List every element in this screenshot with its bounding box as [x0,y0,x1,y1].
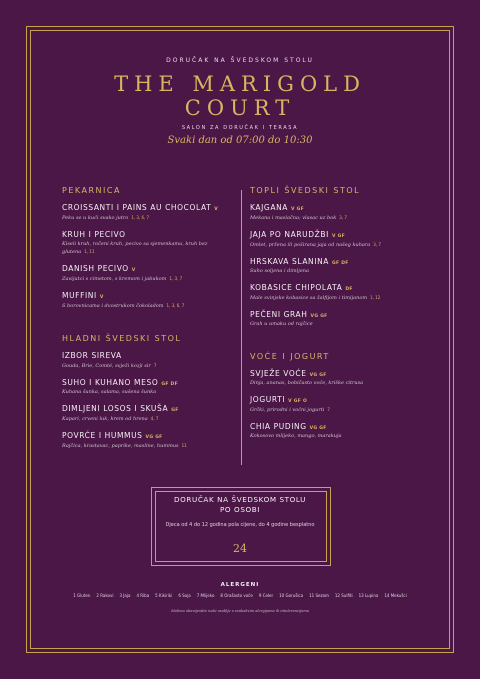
left-column [62,186,234,458]
section-title: TOPLI ŠVEDSKI STOL [250,186,361,195]
menu-item [62,431,234,450]
menu-item-description: Grah u umaku od rajčice [250,321,313,327]
menu-item [62,351,234,370]
allergen-entry: 5 Kikiriki [155,593,173,598]
menu-item [250,422,426,440]
menu-item-description-row [250,214,426,222]
allergen-codes: 7 [327,407,330,412]
allergen-codes: 3, 7 [339,215,347,220]
menu-item-description: Rajčica, krastavac, paprike, masline, hummus [62,443,179,449]
menu-item [250,310,426,328]
menu-title-line-1: THE MARIGOLD [114,72,366,96]
menu-item-description-row [62,415,234,423]
menu-item-name-row [62,203,234,212]
menu-item-description-row [62,362,234,370]
menu-item-description: Kiseli kruh, ročeni kruh, pecivo sa sjemenkama, kruh bez glutena [62,241,208,255]
menu-item-name-row [62,351,234,360]
menu-item [250,257,426,275]
menu-item [62,378,234,396]
menu-item-description: Grčki, prirodni i voćni jogurti [250,407,325,413]
dietary-tag: V GF [291,207,305,212]
price-value: 24 [233,542,247,555]
menu-item-description: Suho soljena i dimljena [250,268,309,274]
right-column [250,186,426,448]
dietary-tag: GF [171,408,179,413]
menu-item-name-row [62,404,234,413]
menu-item-description-row [250,406,426,414]
dietary-tag: V [99,295,104,300]
allergen-entry: 14 Mekušci [384,593,407,598]
menu-item [62,264,234,283]
menu-item-description-row [250,241,426,249]
allergens-list [60,592,420,600]
dietary-tag: V GF [331,234,345,239]
menu-item-name: SVJEŽE VOĆE [250,369,307,378]
allergen-entry: 10 Gorušica [279,593,304,598]
menu-item-name: JOGURTI [250,395,286,404]
menu-item-name: PEČENI GRAH [250,310,308,319]
menu-item-name-row [62,378,234,387]
menu-item [250,230,426,249]
allergen-entry: 11 Sezam [309,593,329,598]
menu-item-description: Peku se u kući svako jutro [62,215,129,221]
allergen-entry: 6 Soja [178,593,191,598]
section-title: VOĆE I JOGURT [250,352,330,361]
menu-item [62,291,234,310]
menu-item-name-row [250,283,426,292]
menu-item-description: Male svinjske kobasice sa žalfijom i timijanom [250,295,368,301]
menu-item-name-row [250,310,426,319]
allergen-entry: 1 Gluten [73,593,91,598]
allergen-entry: 9 Celer [258,593,274,598]
menu-item [62,404,234,423]
allergen-entry: 4 Riba [136,593,150,598]
menu-item-name-row [62,230,234,239]
menu-item [62,230,234,256]
allergens-note: Molimo obavijestite naše osoblje o sva​kakvim alergijama ili intolerancijama [171,609,309,613]
menu-item-description-row [250,321,426,328]
allergen-codes: 1, 12 [370,295,381,300]
menu-item-description-row [62,442,234,450]
menu-item-name-row [62,291,234,300]
menu-item-description-row [250,268,426,275]
menu-item [62,203,234,222]
menu-item-description-row [62,389,234,396]
menu-item-name: DANISH PECIVO [62,264,129,273]
menu-item-description: S borovnicama i dvostrukom čokoladom [62,303,164,309]
menu-item-name: KRUH I PECIVO [62,230,126,239]
column-divider [241,190,242,465]
dietary-tag: V [131,268,136,273]
allergen-codes: 1, 11 [84,249,95,254]
menu-item-name: POVRĆE I HUMMUS [62,431,143,440]
menu-item-description-row [62,214,234,222]
menu-item-name: DIMLJENI LOSOS I SKUŠA [62,404,169,413]
allergen-codes: 1, 3, 6, 7 [131,215,150,220]
price-box-title-line-2: PO OSOBI [219,505,260,514]
allergen-entry: 8 Orašasto voće [220,593,253,598]
menu-item-description-row [250,294,426,302]
menu-item-name: CROISSANTI I PAINS AU CHOCOLAT [62,203,212,212]
price-box-title [155,495,325,515]
menu-item-description: Kokosovo mlijeko, mango, marakuja [250,433,342,439]
menu-item-name: IZBOR SIREVA [62,351,122,360]
menu-item-description-row [250,433,426,440]
allergen-entry: 12 Sulfiti [334,593,353,598]
menu-item-name: JAJA PO NARUDŽBI [250,230,329,239]
menu-subtitle: SALON ZA DORUČAK I TERASA [181,125,299,131]
menu-item-name: SUHO I KUHANO MESO [62,378,159,387]
menu-item-description-row [62,275,234,283]
allergen-codes: 7 [153,363,157,368]
menu-item-description: Gouda, Brie, Comté, svježi kozji sir [62,363,151,369]
price-box-note: Djeca od 4 do 12 godina pola cijene, do 4 godine besplatno [165,522,315,528]
menu-item [250,283,426,302]
dietary-tag: V [214,207,219,212]
dietary-tag: VG GF [310,314,328,319]
dietary-tag: V GF O [288,399,308,404]
allergen-entry: 2 Rakovi [96,593,114,598]
allergen-entry: 13 Lupina [358,593,379,598]
opening-hours: Svaki dan od 07:00 do 10:30 [167,135,313,146]
menu-item-name-row [250,203,426,212]
menu-item [250,369,426,387]
dietary-tag: GF DF [161,382,178,387]
menu-item-description: Kuhana šunka, salama, sušena šunka [62,389,157,395]
menu-item-name: HRSKAVA SLANINA [250,257,330,266]
menu-item [250,395,426,414]
allergen-entry: 7 Mlijeko [196,593,215,598]
allergen-entry: 3 Jaja [119,593,131,598]
allergen-codes: 3, 7 [373,242,381,247]
allergen-codes: 1, 3, 7 [169,276,183,281]
dietary-tag: VG GF [309,426,327,431]
menu-item-name-row [62,431,234,440]
menu-item-name-row [250,422,426,431]
menu-item-name: CHIA PUDING [250,422,307,431]
menu-item-description: Mekana i maslačna; vlasac uz bok [250,215,337,221]
dietary-tag: VG GF [145,435,163,440]
menu-item [250,203,426,222]
menu-item-description-row [250,380,426,387]
menu-item-description: Dinja, ananas, bobičasto voće, kriške citrusa [250,380,364,386]
section-title: PEKARNICA [62,186,121,195]
menu-kicker: DORUČAK NA ŠVEDSKOM STOLU [166,57,314,64]
menu-item-name-row [62,264,234,273]
allergen-codes: 1, 3, 6, 7 [166,303,185,308]
menu-item-name: MUFFINI [62,291,97,300]
allergens-title: ALERGENI [220,582,260,588]
menu-item-description-row [62,302,234,310]
allergen-codes: 4, 7 [150,416,159,421]
menu-item-description-row [62,241,234,256]
menu-item-description: Kapari, crveni luk, krem od hrena [62,416,148,422]
dietary-tag: GF DF [332,261,349,266]
menu-item-description: Omlet, pržena ili poširana jaja od našeg kuhara [250,242,371,248]
menu-item-name-row [250,395,426,404]
section-title: HLADNI ŠVEDSKI STOL [62,334,182,343]
dietary-tag: DF [345,287,353,292]
dietary-tag: VG GF [309,373,327,378]
menu-item-name: KAJGANA [250,203,289,212]
menu-title-line-2: COURT [184,96,296,120]
menu-item-name-row [250,257,426,266]
menu-item-name-row [250,230,426,239]
menu-item-name: KOBASICE CHIPOLATA [250,283,343,292]
menu-item-description: Zavijutci s cimetom, s kremom i jabukom [62,276,167,282]
price-box-title-line-1: DORUČAK NA ŠVEDSKOM STOLU [173,495,307,504]
menu-item-name-row [250,369,426,378]
allergen-codes: 11 [181,443,187,448]
